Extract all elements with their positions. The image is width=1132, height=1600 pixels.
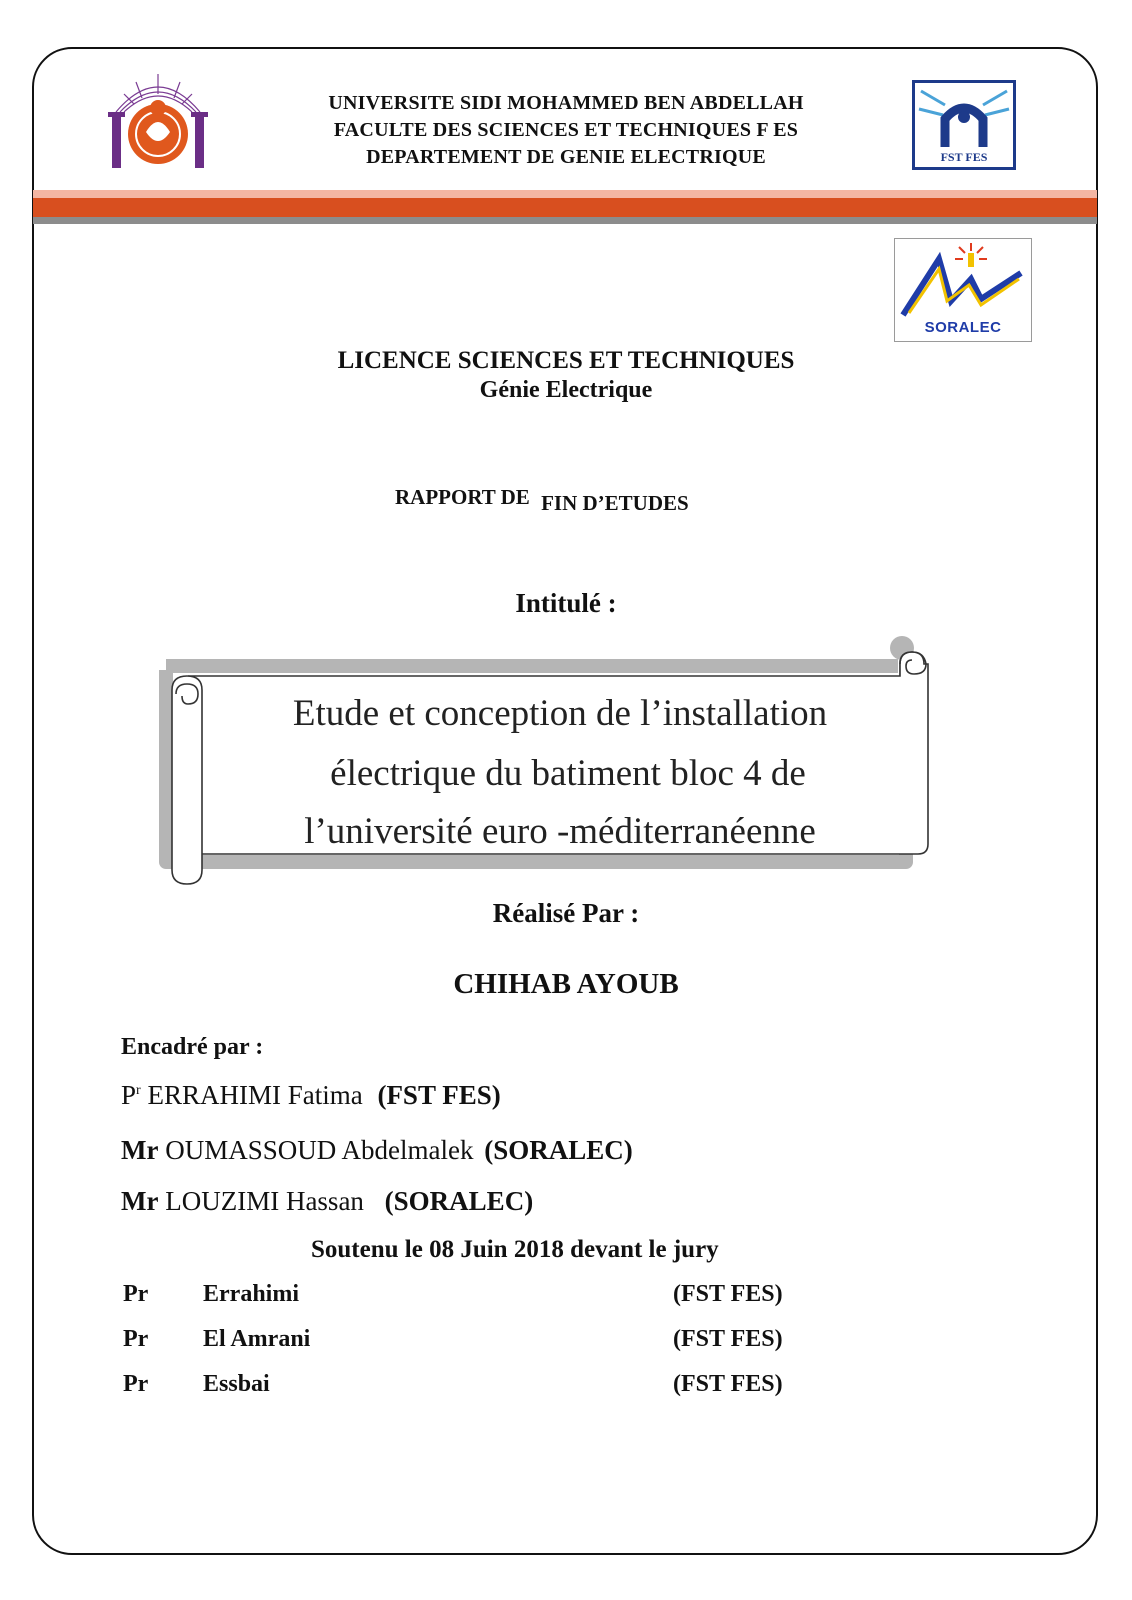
header-faculty: FACULTE DES SCIENCES ET TECHNIQUES F ES: [333, 119, 799, 141]
jury-row-3: [123, 1371, 823, 1401]
supervisor-1: [121, 1080, 501, 1111]
supervisor-3-title: Mr: [121, 1186, 159, 1216]
header-band-orange: [33, 198, 1097, 217]
report-part2: FIN D’ETUDES: [541, 491, 689, 515]
jury-3-name: Essbai: [203, 1371, 270, 1397]
supervisor-2-title: Mr: [121, 1135, 159, 1165]
intitule-label: Intitulé :: [515, 588, 617, 618]
report-label: [395, 485, 689, 515]
header-university: UNIVERSITE SIDI MOHAMMED BEN ABDELLAH: [328, 92, 804, 114]
supervisor-1-name: ERRAHIMI Fatima: [140, 1080, 363, 1110]
fst-logo-label: FST FES: [940, 150, 988, 164]
jury-3-org: (FST FES): [673, 1371, 783, 1397]
fst-fes-logo: [912, 80, 1016, 170]
jury-row-1: [123, 1281, 823, 1311]
encadre-label: Encadré par :: [121, 1034, 264, 1060]
soralec-logo-label: SORALEC: [924, 319, 1002, 336]
jury-1-title: Pr: [123, 1281, 149, 1307]
supervisor-2-name: OUMASSOUD Abdelmalek: [158, 1135, 474, 1165]
header-department: DEPARTEMENT DE GENIE ELECTRIQUE: [366, 146, 766, 168]
jury-3-title: Pr: [123, 1371, 149, 1397]
program-title: LICENCE SCIENCES ET TECHNIQUES: [337, 347, 795, 374]
jury-row-2: [123, 1326, 823, 1356]
jury-2-title: Pr: [123, 1326, 149, 1352]
program-subtitle: Génie Electrique: [479, 377, 653, 403]
supervisor-2: [121, 1135, 633, 1166]
supervisor-3-org: (SORALEC): [384, 1186, 534, 1216]
header-band-gray: [33, 217, 1097, 224]
supervisor-1-org: (FST FES): [377, 1080, 501, 1110]
author-name: CHIHAB AYOUB: [453, 968, 679, 1000]
thesis-title-line2: électrique du batiment bloc 4 de: [330, 753, 806, 794]
supervisor-2-org: (SORALEC): [484, 1135, 633, 1165]
thesis-title-line3: l’université euro -méditerranéenne: [304, 811, 816, 852]
report-part1: RAPPORT DE: [395, 485, 530, 509]
jury-2-org: (FST FES): [673, 1326, 783, 1352]
supervisor-3: [121, 1186, 533, 1217]
realise-label: Réalisé Par :: [492, 898, 640, 928]
jury-1-org: (FST FES): [673, 1281, 783, 1307]
supervisor-3-name: LOUZIMI Hassan: [158, 1186, 364, 1216]
jury-1-name: Errahimi: [203, 1281, 299, 1307]
defense-line: Soutenu le 08 Juin 2018 devant le jury: [311, 1236, 719, 1263]
jury-2-name: El Amrani: [203, 1326, 311, 1352]
soralec-logo: [894, 238, 1032, 342]
header-band-light: [33, 190, 1097, 198]
thesis-title-line1: Etude et conception de l’installation: [292, 693, 828, 734]
supervisor-1-title: P: [121, 1080, 137, 1110]
supervisor-1-title-sup: r: [136, 1083, 141, 1098]
